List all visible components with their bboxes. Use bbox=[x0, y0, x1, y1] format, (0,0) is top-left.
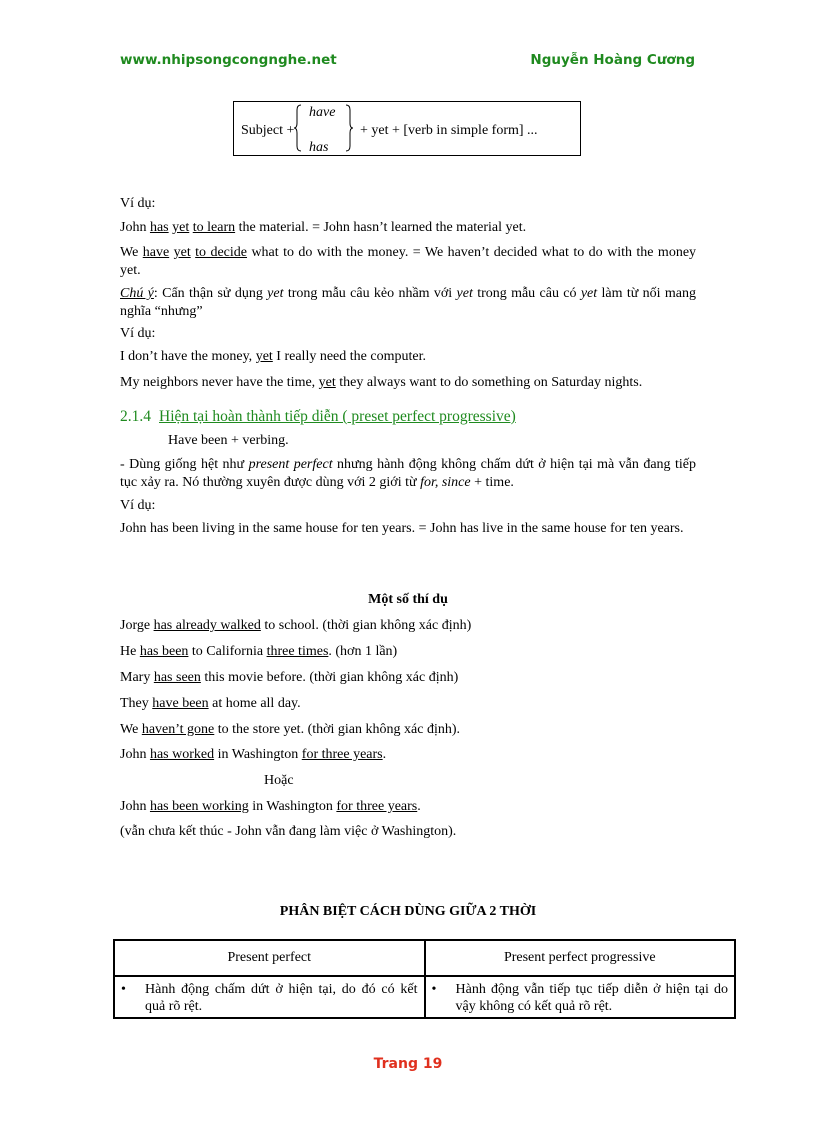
column-header: Present perfect bbox=[114, 940, 425, 976]
example-sentence: Mary has seen this movie before. (thời gian không xác định) bbox=[120, 670, 459, 685]
example-label: Ví dụ: bbox=[120, 326, 156, 341]
left-brace-icon bbox=[294, 104, 302, 152]
column-header: Present perfect progressive bbox=[425, 940, 736, 976]
formula-rest: + yet + [verb in simple form] ... bbox=[360, 123, 538, 138]
example-sentence: John has yet to learn the material. = John hasn’t learned the material yet. bbox=[120, 220, 527, 235]
example-sentence: John has been working in Washington for three years. bbox=[120, 799, 421, 814]
note-label: Chú ý bbox=[120, 286, 154, 301]
right-brace-icon bbox=[345, 104, 353, 152]
example-sentence: They have been at home all day. bbox=[120, 696, 301, 711]
section-heading bbox=[120, 408, 516, 426]
example-label: Ví dụ: bbox=[120, 498, 156, 513]
example-sentence: John has been living in the same house for ten years. = John has live in the same house for ten years. bbox=[120, 521, 684, 536]
table-cell: • Hành động chấm dứt ở hiện tại, do đó có kết quả rõ rệt. bbox=[114, 976, 425, 1018]
comparison-table bbox=[113, 939, 736, 1019]
progressive-formula: Have been + verbing. bbox=[168, 433, 289, 448]
formula-box bbox=[233, 101, 581, 156]
example-sentence: John has worked in Washington for three years. bbox=[120, 747, 387, 762]
page-number: Trang 19 bbox=[373, 1056, 443, 1072]
example-sentence: My neighbors never have the time, yet they always want to do something on Saturday nights. bbox=[120, 375, 643, 390]
example-sentence: Jorge has already walked to school. (thời gian không xác định) bbox=[120, 618, 472, 633]
bullet-icon: • bbox=[431, 982, 437, 997]
section-number: 2.1.4 bbox=[120, 408, 151, 425]
progressive-description: - Dùng giống hệt như present perfect nhưng hành động không chấm dứt ở hiện tại mà vẫn đang tiếp tục xảy ra. Nó thường xuyên được dùng với 2 giới từ for, since + time. bbox=[120, 457, 696, 490]
table-cell: • Hành động vẫn tiếp tục tiếp diễn ở hiện tại do vậy không có kết quả rõ rệt. bbox=[425, 976, 736, 1018]
example-note: (vẫn chưa kết thúc - John vẫn đang làm việc ở Washington). bbox=[120, 824, 457, 839]
section-title: Hiện tại hoàn thành tiếp diễn ( preset perfect progressive) bbox=[159, 408, 516, 425]
or-label: Hoặc bbox=[264, 773, 294, 788]
bullet-icon: • bbox=[121, 982, 126, 997]
example-sentence: He has been to California three times. (hơn 1 lần) bbox=[120, 644, 398, 659]
note-paragraph: Chú ý: Cẩn thận sử dụng yet trong mẫu câu kẻo nhầm với yet trong mẫu câu có yet làm từ nối mang nghĩa “nhưng” bbox=[120, 286, 696, 319]
example-label: Ví dụ: bbox=[120, 196, 156, 211]
author-name: Nguyễn Hoàng Cương bbox=[530, 52, 695, 68]
examples-title: Một số thí dụ bbox=[368, 592, 448, 607]
site-url[interactable]: www.nhipsongcongnghe.net bbox=[120, 52, 337, 68]
example-sentence: I don’t have the money, yet I really need the computer. bbox=[120, 349, 426, 364]
formula-has: has bbox=[309, 140, 329, 155]
example-sentence: We haven’t gone to the store yet. (thời gian không xác định). bbox=[120, 722, 461, 737]
comparison-title: PHÂN BIỆT CÁCH DÙNG GIỮA 2 THỜI bbox=[279, 904, 537, 919]
example-sentence: We have yet to decide what to do with the money. = We haven’t decided what to do with the money yet. bbox=[120, 245, 697, 278]
formula-have: have bbox=[309, 105, 336, 120]
formula-subject: Subject + bbox=[241, 123, 295, 138]
